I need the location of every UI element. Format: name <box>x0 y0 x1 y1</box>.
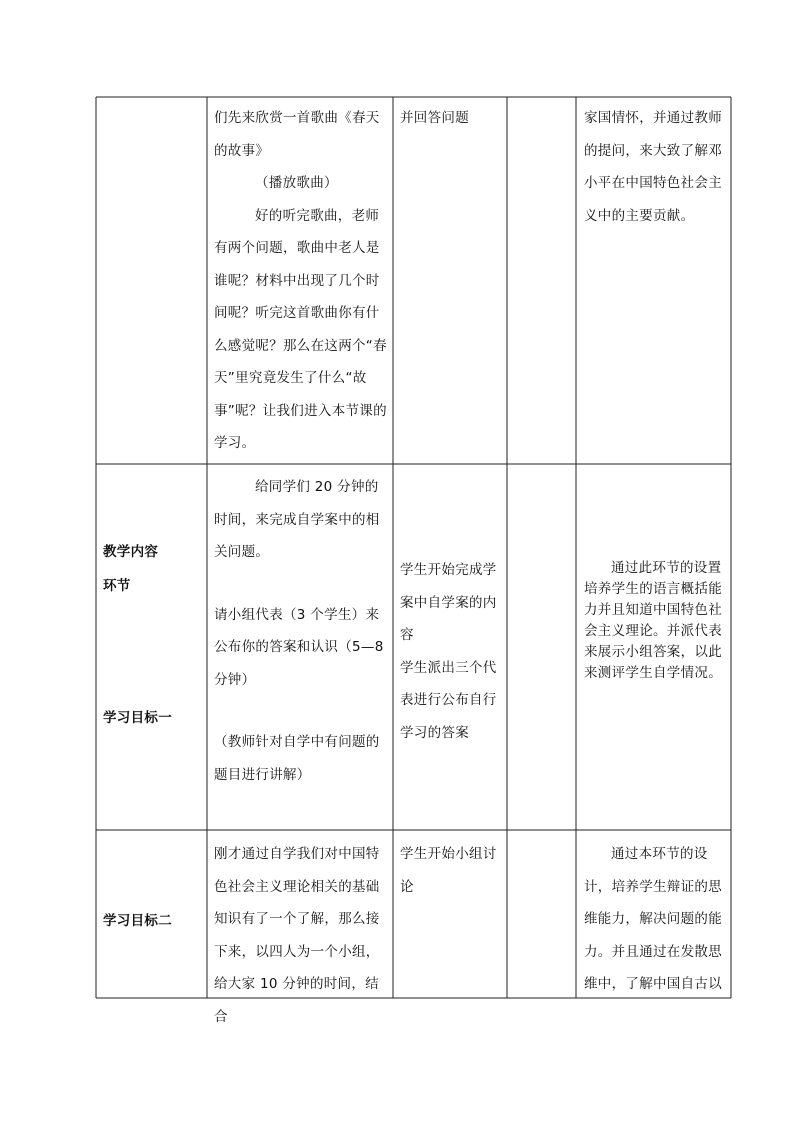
row2-student-cell <box>400 554 502 749</box>
row1-teacher-cell <box>214 102 388 460</box>
teacher-text: 们先来欣赏一首歌曲《春天的故事》 <box>214 110 380 159</box>
row3-teacher-cell <box>214 838 388 1033</box>
row1-purpose-cell <box>584 102 726 232</box>
row2-teacher-cell <box>214 471 388 791</box>
row3-student-cell <box>400 838 502 903</box>
row2-label-line-3: 学习目标一 <box>103 710 172 726</box>
teacher-text: 刚才通过自学我们对中国特色社会主义理论相关的基础知识有了一个了解，那么接下来，以四人为一个小组，给大家 10 分钟的时间，结合 <box>214 846 380 1025</box>
student-text: 学生派出三个代表进行公布自行学习的答案 <box>400 659 497 741</box>
row1-student-cell <box>400 102 502 135</box>
teacher-text: （播放歌曲） <box>255 175 338 191</box>
purpose-text: 家国情怀，并通过教师的提问，来大致了解邓小平在中国特色社会主义中的主要贡献。 <box>584 110 722 224</box>
row2-purpose-cell <box>584 558 726 684</box>
teacher-text: 好的听完歌曲，老师有两个问题，歌曲中老人是谁呢？材料中出现了几个时间呢？听完这首歌曲你有什么感觉呢？那么在这两个“春天”里究竟发生了什么“故事”呢？让我们进入本节课的学习。 <box>214 207 387 451</box>
purpose-text: 通过此环节的设置培养学生的语言概括能力并且知道中国特色社会主义理论。并派代表来展示小组答案，以此来测评学生自学情况。 <box>584 560 722 681</box>
row2-label-line-1: 教学内容 <box>103 544 159 560</box>
purpose-text: 通过本环节的设计，培养学生辩证的思维能力，解决问题的能力。并且通过在发散思维中，了解中国自古以 <box>584 846 722 992</box>
student-text: 并回答问题 <box>400 110 469 126</box>
teacher-text: 给同学们 20 分钟的时间，来完成自学案中的相关问题。 <box>214 479 380 560</box>
student-text: 学生开始完成学案中自学案的内容 <box>400 562 497 643</box>
teacher-text: （教师针对自学中有问题的题目进行讲解） <box>214 734 380 783</box>
row3-label-line-1: 学习目标二 <box>103 913 172 929</box>
row3-purpose-cell <box>584 838 726 1001</box>
row2-label-line-2: 环节 <box>103 578 131 594</box>
student-text: 学生开始小组讨论 <box>400 846 497 895</box>
teacher-text: 请小组代表（3 个学生）来公布你的答案和认识（5—8 分钟） <box>214 606 384 688</box>
